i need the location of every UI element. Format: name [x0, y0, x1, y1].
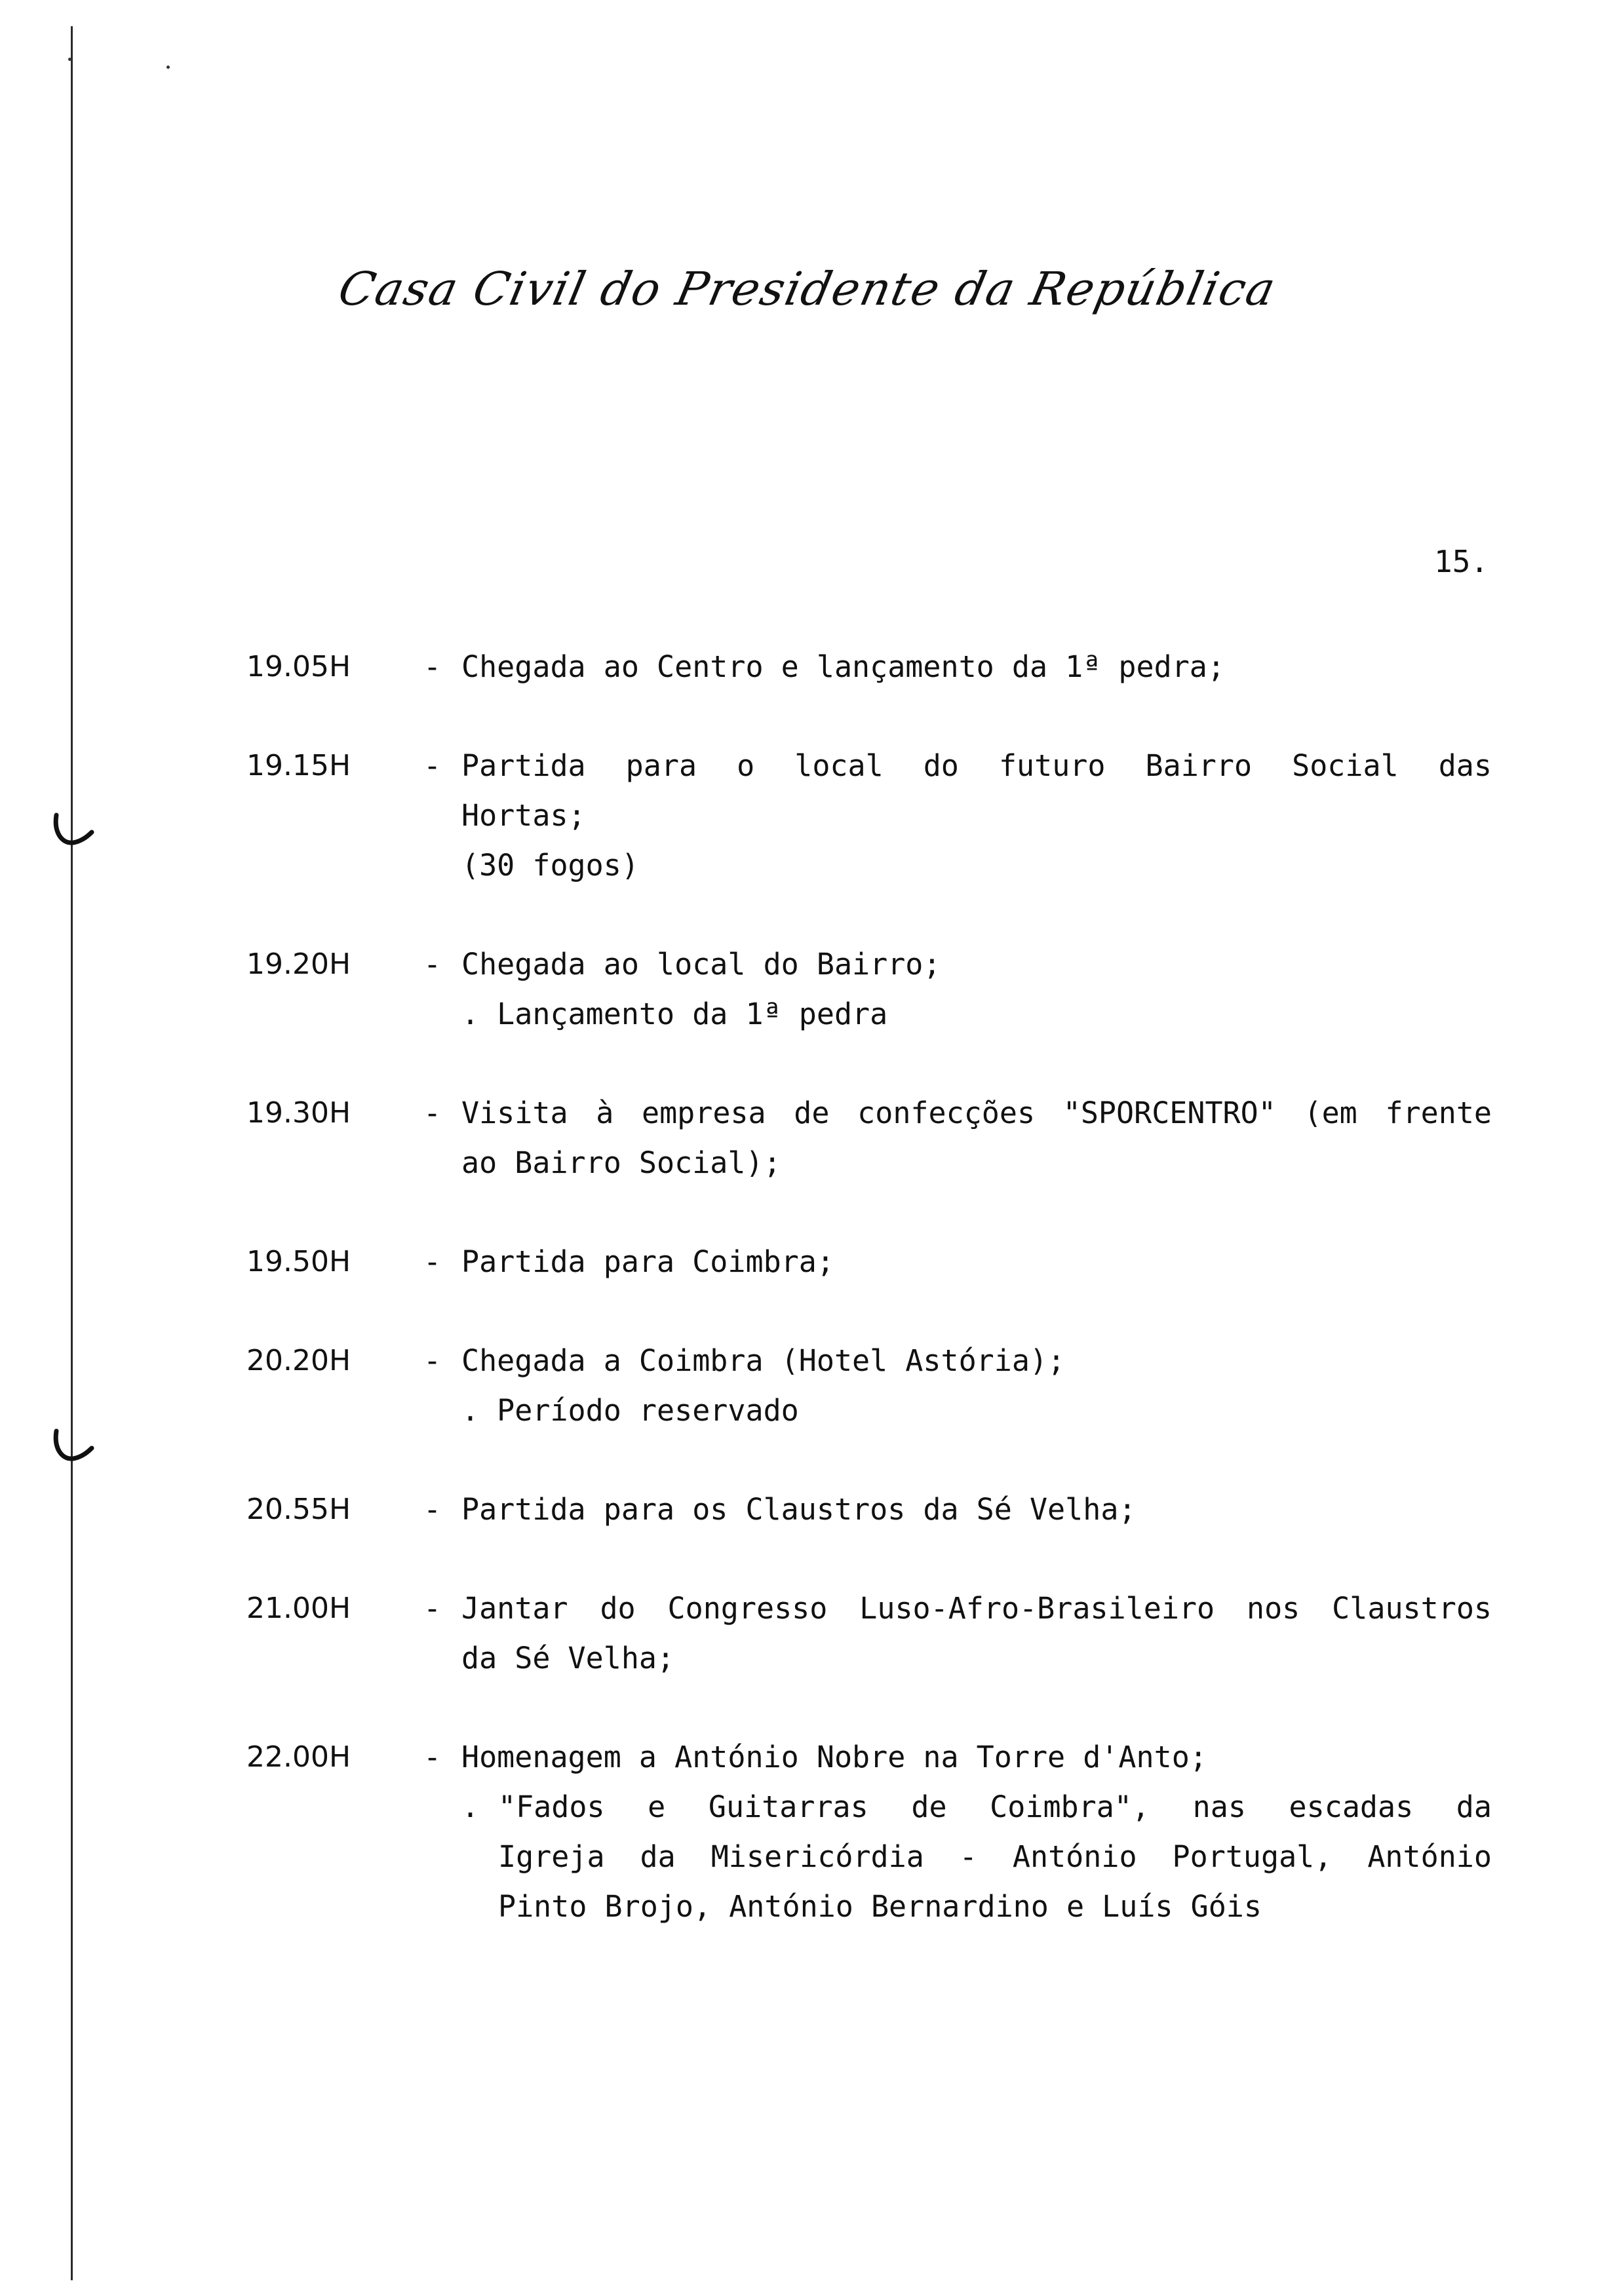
entry-bullet: . Período reservado	[461, 1393, 799, 1428]
entry-text: Chegada ao Centro e lançamento da 1ª pedra;	[461, 649, 1225, 684]
entry-text: Partida para os Claustros da Sé Velha;	[461, 1492, 1137, 1527]
schedule-entry	[246, 1237, 1492, 1287]
entry-continuation: da Sé Velha;	[461, 1641, 675, 1675]
letterhead-title: Casa Civil do Presidente da República	[334, 262, 1281, 316]
entry-text: Chegada ao local do Bairro;	[461, 947, 941, 982]
entry-time: 19.50H	[246, 1245, 351, 1278]
detail-line: Igreja da Misericórdia - António Portugal, António	[498, 1839, 1492, 1874]
entry-continuation: ao Bairro Social);	[461, 1145, 781, 1180]
scan-speck	[166, 66, 170, 69]
entry-dash: -	[423, 748, 442, 783]
entry-note: (30 fogos)	[461, 848, 639, 883]
schedule-list	[246, 642, 1492, 1981]
entry-text: Partida para o local do futuro Bairro Social das	[461, 748, 1492, 783]
entry-time: 19.15H	[246, 749, 351, 782]
entry-dash: -	[423, 1740, 442, 1774]
schedule-entry	[246, 1584, 1492, 1683]
entry-time: 20.55H	[246, 1493, 351, 1526]
detail-bullet-mark: .	[461, 1789, 480, 1824]
binding-hook-mark	[47, 1428, 94, 1468]
entry-time: 20.20H	[246, 1344, 351, 1377]
entry-text: Visita à empresa de confecções "SPORCENTRO" (em frente	[461, 1096, 1492, 1130]
entry-dash: -	[423, 1591, 442, 1626]
entry-bullet: . Lançamento da 1ª pedra	[461, 997, 888, 1031]
entry-dash: -	[423, 1492, 442, 1527]
entry-continuation: Hortas;	[461, 798, 586, 833]
binding-edge-line	[71, 26, 73, 2280]
schedule-entry	[246, 1336, 1492, 1436]
schedule-entry	[246, 642, 1492, 692]
detail-line: Pinto Brojo, António Bernardino e Luís Góis	[498, 1889, 1262, 1924]
entry-time: 19.30H	[246, 1096, 351, 1130]
scan-speck	[68, 58, 71, 61]
entry-dash: -	[423, 1096, 442, 1130]
entry-detail	[423, 1782, 1492, 1932]
schedule-entry	[246, 1485, 1492, 1535]
schedule-entry	[246, 1732, 1492, 1932]
detail-line: "Fados e Guitarras de Coimbra", nas escadas da	[498, 1789, 1492, 1824]
entry-time: 19.05H	[246, 650, 351, 683]
entry-time: 21.00H	[246, 1592, 351, 1625]
entry-dash: -	[423, 1343, 442, 1378]
entry-text: Partida para Coimbra;	[461, 1244, 834, 1279]
entry-time: 19.20H	[246, 947, 351, 981]
schedule-entry	[246, 1088, 1492, 1188]
schedule-entry	[246, 741, 1492, 890]
entry-text: Jantar do Congresso Luso-Afro-Brasileiro nos Claustros	[461, 1591, 1492, 1626]
entry-dash: -	[423, 649, 442, 684]
entry-dash: -	[423, 947, 442, 982]
entry-time: 22.00H	[246, 1740, 351, 1774]
binding-hook-mark	[47, 813, 94, 852]
entry-dash: -	[423, 1244, 442, 1279]
entry-text: Homenagem a António Nobre na Torre d'Anto;	[461, 1740, 1207, 1774]
entry-text: Chegada a Coimbra (Hotel Astória);	[461, 1343, 1066, 1378]
schedule-entry	[246, 940, 1492, 1039]
page-number: 15.	[1434, 544, 1489, 579]
